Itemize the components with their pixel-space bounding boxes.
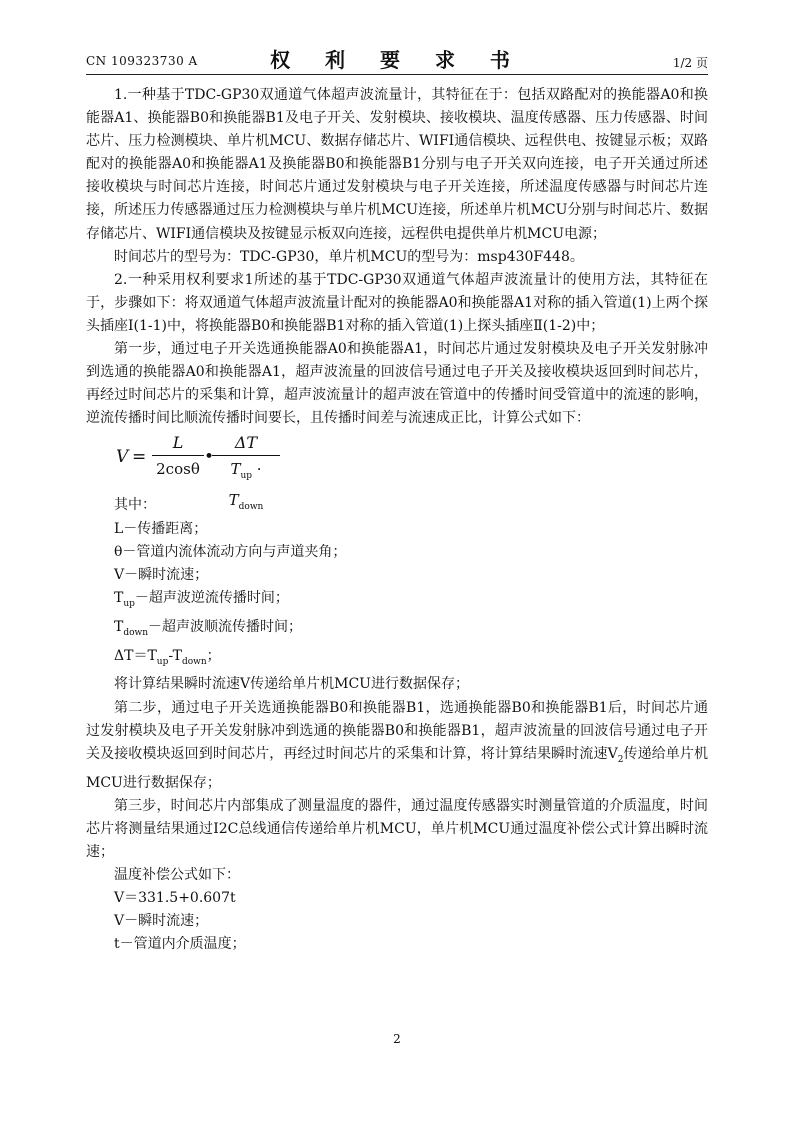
definition-t-down: $T_{down}-$超声波顺流传播时间； — [114, 618, 303, 638]
fraction-distance — [152, 432, 204, 481]
fraction-numerator: ΔT — [234, 433, 258, 453]
definition-l: L－传播距离； — [114, 520, 208, 537]
page-number: 2 — [393, 1032, 401, 1046]
page-indicator: 1/2 页 — [672, 56, 708, 70]
compensation-label: 温度补偿公式如下： — [114, 867, 240, 883]
definition-t: t－管道内介质温度； — [114, 936, 246, 953]
where-label: 其中： — [114, 497, 156, 514]
save-result-line: 将计算结果瞬时流速V传递给单片机MCU进行数据保存； — [114, 676, 469, 693]
fraction-bar — [212, 455, 280, 456]
fraction-bar — [152, 455, 204, 456]
definition-delta-t: $\Delta T=T_{up}-T_{down}$； — [114, 647, 221, 667]
claims-body — [86, 84, 708, 956]
fraction-numerator: L — [172, 433, 184, 453]
definition-v: V－瞬时流速； — [114, 566, 209, 583]
definition-v2: V－瞬时流速； — [114, 913, 209, 930]
fraction-denominator: 2cosθ — [156, 460, 200, 479]
definition-t-up: $T_{up}-$超声波逆流传播时间； — [114, 589, 289, 609]
publication-number: CN 109323730 A — [86, 54, 198, 68]
step-2-paragraph: 第二步，通过电子开关选通换能器B0和换能器B1，选通换能器B0和换能器B1后，时间芯片通过发射模块及电子开关发射脉冲到选通的换能器B0和换能器B1，超声波流量的回波信号通过电子开关及接收模块返回到时间芯片，再经过时间芯片的采集和计算，将计算结果瞬时流速$V_2$传递给单片机MCU进行数据保存； — [86, 699, 709, 791]
document-title: 权 利 要 求 书 — [270, 48, 524, 72]
step-1-paragraph: 第一步，通过电子开关选通换能器A0和换能器A1，时间芯片通过发射模块及电子开关发射脉冲到选通的换能器A0和换能器A1，超声波流量的回波信号通过电子开关及接收模块返回到时间芯片，再经过时间芯片的采集和计算，超声波流量计的超声波在管道中的传播时间受管道中的流速的影响，逆流传播时间比顺流传播时间要长，且传播时间差与流速成正比，计算公式如下： — [86, 341, 708, 427]
step-3-paragraph: 第三步，时间芯片内部集成了测量温度的器件，通过温度传感器实时测量管道的介质温度，时间芯片将测量结果通过I2C总线通信传递给单片机MCU，单片机MCU通过温度补偿公式计算出瞬时流速； — [86, 797, 708, 860]
formula-multiply-dot: • — [204, 447, 215, 468]
compensation-formula: V＝331.5+0.607t — [114, 890, 236, 907]
page-header — [86, 44, 708, 75]
fraction-denominator: $T_{up} \cdot T_{down}$ — [228, 460, 264, 513]
fraction-time — [212, 432, 280, 513]
claim-2-paragraph: 2.一种采用权利要求1所述的基于TDC-GP30双通道气体超声波流量计的使用方法，其特征在于，步骤如下：将双通道气体超声波流量计配对的换能器A0和换能器A1对称的插入管道(1)上两个探头插座Ⅰ(1-1)中，将换能器B0和换能器B1对称的插入管道(1)上探头插座Ⅱ(1-2)中； — [86, 271, 708, 334]
claim-1-paragraph: 1.一种基于TDC-GP30双通道气体超声波流量计，其特征在于：包括双路配对的换能器A0和换能器A1、换能器B0和换能器B1及电子开关、发射模块、接收模块、温度传感器、压力传感器、时间芯片、压力检测模块、单片机MCU、数据存储芯片、WIFI通信模块、远程供电、按键显示板；双路配对的换能器A0和换能器A1及换能器B0和换能器B1分别与电子开关双向连接，电子开关通过所述接收模块与时间芯片连接，时间芯片通过发射模块与电子开关连接，所述温度传感器与时间芯片连接，所述压力传感器通过压力检测模块与单片机MCU连接，所述单片机MCU分别与时间芯片、数据存储芯片、WIFI通信模块及按键显示板双向连接，远程供电提供单片机MCU电源； — [86, 87, 708, 242]
chip-model-paragraph: 时间芯片的型号为：TDC-GP30，单片机MCU的型号为：msp430F448。 — [114, 248, 584, 265]
formula-equals: = — [132, 447, 147, 468]
definition-theta: θ－管道内流体流动方向与声道夹角； — [114, 543, 347, 560]
formula-lhs: V — [116, 447, 129, 468]
